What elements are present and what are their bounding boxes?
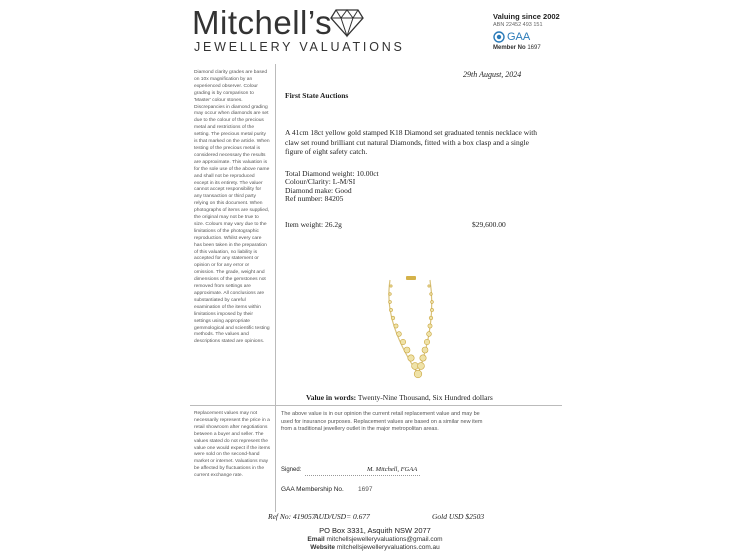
footer-email-link[interactable]: mitchellsjewelleryvaluations@gmail.com <box>326 535 443 543</box>
spec-colour-clarity: Colour/Clarity: L-M/SI <box>285 177 356 187</box>
spec-total-weight: Total Diamond weight: 10.00ct <box>285 169 379 178</box>
member-number <box>493 45 560 51</box>
footer-email <box>0 536 750 545</box>
spec-diamond-make: Diamond make: Good <box>285 185 352 195</box>
valuation-price: $29,600.00 <box>472 220 506 229</box>
header-credentials <box>493 12 560 51</box>
necklace-photo <box>346 276 486 388</box>
abn-number: ABN 22452 493 151 <box>493 22 543 28</box>
member-label: Member No <box>493 45 526 51</box>
spec-ref-number: Ref number: 84205 <box>285 193 344 203</box>
disclaimer-top: Diamond clarity grades are based on 10x magnification by an experienced observer. Colour grading is by comparison to 'Master' colour stones. Discrepancies in diamond grading may occur when diamonds are set due to the colour of the precious metal and restrictions of the setting. The precious metal purity is that marked on the article. When testing of the precious metal is considered necessary the results are approximate. This valuation is for the sole use of the above name and shall not be reproduced except in its entirety. The valuer cannot accept responsibility for any transaction or third party relying on this document. When photographs of items are supplied, the original may not be true to size. Colours may vary due to the limitations of the photographic reproduction. Whilst every care has been taken in the preparation of this valuation, no liability is accepted for any statement or opinion or for any error or omission. The grade, weight and dimensions of the gemstones not removed from settings are approximate. All conclusions are substantiated by careful examination of the items within limitations imposed by their settings using appropriate gemmological and scientific testing methods. The values and descriptions stated are opinions. <box>194 70 270 345</box>
section-divider <box>190 405 562 406</box>
signature-name: M. Mitchell, FGAA <box>367 466 418 473</box>
valuation-date: 29th August, 2024 <box>463 70 522 79</box>
signature-line <box>305 475 420 476</box>
column-divider <box>275 64 276 512</box>
brand-tagline: JEWELLERY VALUATIONS <box>194 40 405 54</box>
gaa-membership-number: 1697 <box>358 486 373 493</box>
item-weight: Item weight: 26.2g <box>285 220 342 229</box>
item-description: A 41cm 18ct yellow gold stamped K18 Diamond set graduated tennis necklace with claw set round brilliant cut natural Diamonds, fitted with a box clasp and a single figure of eight safety catch. <box>285 128 538 156</box>
footer-website <box>0 544 750 553</box>
gaa-membership-label: GAA Membership No. <box>281 486 344 493</box>
value-in-words-text: Twenty-Nine Thousand, Six Hundred dollars <box>357 393 493 402</box>
brand-title: Mitchell’s <box>192 4 333 41</box>
gaa-logo <box>493 31 560 43</box>
exchange-rate: AUD/USD= 0.677 <box>314 512 370 521</box>
signed-label: Signed: <box>281 467 302 473</box>
footer-email-label: Email <box>307 535 325 543</box>
member-value: 1697 <box>527 45 541 51</box>
diamond-specs <box>285 170 379 203</box>
opinion-statement: The above value is in our opinion the current retail replacement value and may be used for insurance purposes. Replacement values are based on a similar new item from a traditional jewellery outlet in the major metropolitan areas. <box>281 411 483 432</box>
gold-price: Gold USD $2503 <box>432 512 485 521</box>
value-in-words <box>306 393 493 402</box>
footer-address: PO Box 3331, Asquith NSW 2077 <box>319 526 431 535</box>
footer-website-label: Website <box>310 544 336 551</box>
reference-number: Ref No: 419057 <box>268 512 316 521</box>
value-in-words-label: Value in words: <box>306 393 357 402</box>
valuing-since: Valuing since 2002 <box>493 12 560 21</box>
gaa-globe-icon <box>493 31 505 43</box>
disclaimer-bottom: Replacement values may not necessarily represent the price in a retail showroom after negotiations between a buyer and seller. The values stated do not represent the value one would expect if the items were sold on the second-hand market or internet. Valuations may be affected by fluctuations in the current exchange rate. <box>194 411 271 479</box>
diamond-logo-icon <box>330 8 364 38</box>
footer-contact <box>0 527 750 553</box>
gaa-logo-text: GAA <box>507 31 531 43</box>
footer-website-link[interactable]: mitchellsjewelleryvaluations.com.au <box>336 544 440 551</box>
client-name: First State Auctions <box>285 91 349 100</box>
